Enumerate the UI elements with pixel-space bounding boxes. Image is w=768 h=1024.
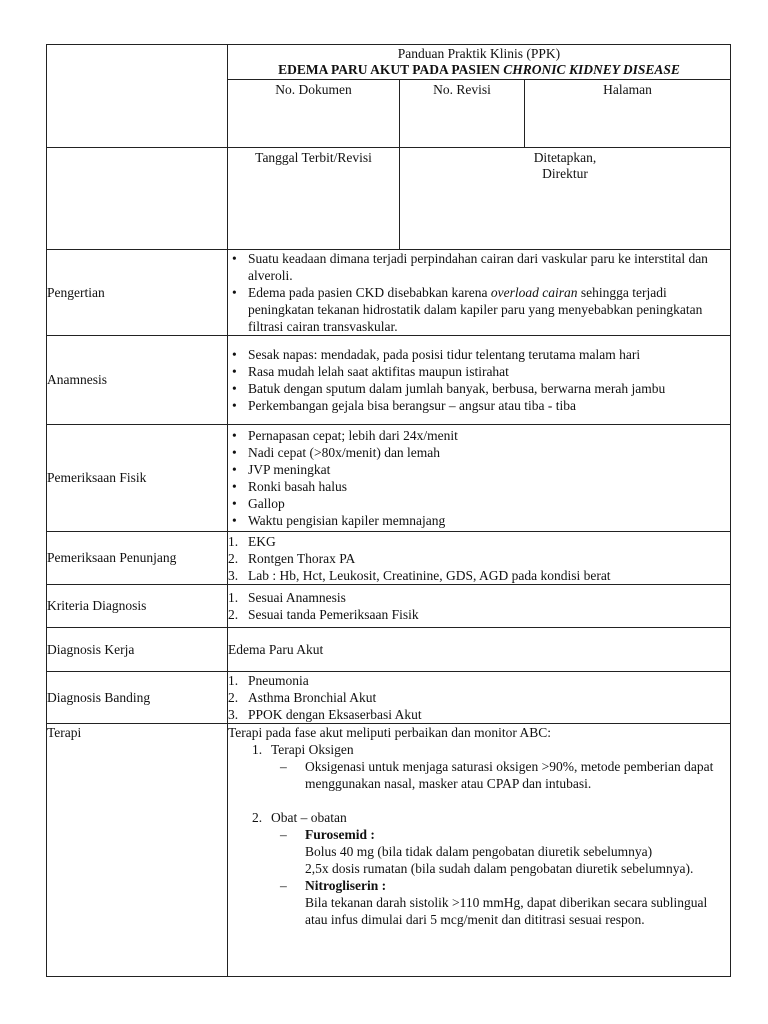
row-label-banding: Diagnosis Banding	[47, 672, 228, 724]
document-page	[46, 44, 730, 977]
halaman-cell: Halaman	[603, 82, 652, 97]
terapi-number: 2.	[252, 810, 263, 825]
ditetapkan-label: Ditetapkan,	[533, 150, 597, 165]
anamnesis-list	[228, 346, 730, 414]
drug-name: Nitrogliserin :	[305, 878, 387, 893]
row-label-terapi: Terapi	[47, 724, 228, 977]
terapi-number: 1.	[252, 742, 263, 757]
list-item-text: Edema pada pasien CKD disebabkan karena	[248, 285, 491, 300]
drug-line: 2,5x dosis rumatan (bila sudah dalam pengobatan diuretik sebelumnya).	[305, 861, 694, 876]
list-item-text: Asthma Bronchial Akut	[248, 690, 377, 705]
ppk-table	[46, 44, 731, 977]
list-item: • Batuk dengan sputum dalam jumlah banyak, berbusa, berwarna merah jambu	[248, 380, 730, 397]
ditetapkan-cell	[400, 148, 730, 249]
list-item: • Rasa mudah lelah saat aktifitas maupun istirahat	[248, 363, 730, 380]
list-item: • Perkembangan gejala bisa berangsur – angsur atau tiba - tiba	[248, 397, 730, 414]
terapi-section-2	[228, 809, 730, 826]
header-subtitle: Panduan Praktik Klinis (PPK)	[397, 46, 561, 61]
list-item: 1. EKG	[228, 533, 276, 549]
terapi-item: – Oksigenasi untuk menjaga saturasi oksigen >90%, metode pemberian dapat menggunakan nasal, masker atau CPAP dan intubasi.	[280, 759, 714, 791]
kriteria-list	[228, 589, 730, 623]
list-item: 2. Asthma Bronchial Akut	[228, 690, 377, 705]
pengertian-list	[228, 250, 730, 335]
terapi-section-1	[228, 741, 730, 758]
list-item: 2. Rontgen Thorax PA	[228, 550, 356, 566]
diagnosis-kerja-value: Edema Paru Akut	[228, 628, 731, 672]
no-dokumen-cell: No. Dokumen	[228, 80, 400, 147]
row-label-kerja: Diagnosis Kerja	[47, 628, 228, 672]
penunjang-list	[228, 533, 730, 584]
page-title	[228, 62, 730, 78]
fisik-list	[228, 427, 730, 529]
list-item: 3. Lab : Hb, Hct, Leukosit, Creatinine, GDS, AGD pada kondisi berat	[228, 567, 611, 583]
direktur-label: Direktur	[542, 166, 588, 181]
list-item: 1. Sesuai Anamnesis	[228, 590, 346, 605]
drug-item-nitrogliserin: – Nitrogliserin : Bila tekanan darah sistolik >110 mmHg, dapat diberikan secara sublingual atau infus dimulai dari 5 mcg/menit dan dititrasi sesuai respon.	[228, 877, 730, 928]
list-item: 3. PPOK dengan Eksaserbasi Akut	[228, 707, 422, 722]
list-item: • Gallop	[248, 495, 730, 512]
header-title-block	[228, 45, 730, 80]
terapi-item-text: Oksigenasi untuk menjaga saturasi oksigen >90%, metode pemberian dapat menggunakan nasal, masker atau CPAP dan intubasi.	[305, 759, 714, 791]
list-item: 1. Pneumonia	[228, 673, 309, 688]
row-label-kriteria: Kriteria Diagnosis	[47, 585, 228, 628]
list-item-text: Pneumonia	[248, 673, 309, 688]
list-item: • Nadi cepat (>80x/menit) dan lemah	[248, 444, 730, 461]
list-item: 2. Sesuai tanda Pemeriksaan Fisik	[228, 607, 419, 622]
list-item-text: PPOK dengan Eksaserbasi Akut	[248, 707, 422, 722]
list-item-text: Lab : Hb, Hct, Leukosit, Creatinine, GDS, AGD pada kondisi berat	[248, 567, 611, 583]
drug-item-furosemid: – Furosemid : Bolus 40 mg (bila tidak dalam pengobatan diuretik sebelumnya) 2,5x dosis rumatan (bila sudah dalam pengobatan diuretik sebelumnya).	[228, 826, 730, 877]
terapi-section-title: Obat – obatan	[271, 810, 347, 825]
row-label-fisik: Pemeriksaan Fisik	[47, 425, 228, 532]
terapi-section-title: Terapi Oksigen	[271, 742, 354, 757]
drug-name: Furosemid :	[305, 827, 375, 842]
row-label-anamnesis: Anamnesis	[47, 336, 228, 425]
banding-list	[228, 672, 730, 723]
tanggal-terbit-cell: Tanggal Terbit/Revisi	[228, 148, 400, 249]
list-item: • Pernapasan cepat; lebih dari 24x/menit	[248, 427, 730, 444]
title-italic: CHRONIC KIDNEY DISEASE	[503, 62, 680, 77]
row-label-penunjang: Pemeriksaan Penunjang	[47, 532, 228, 585]
drug-line: Bolus 40 mg (bila tidak dalam pengobatan diuretik sebelumnya)	[305, 844, 653, 859]
logo-cell	[47, 45, 228, 148]
list-item: • Waktu pengisian kapiler memnajang	[248, 512, 730, 529]
list-item-text: Sesuai tanda Pemeriksaan Fisik	[248, 607, 419, 622]
title-normal: EDEMA PARU AKUT PADA PASIEN	[278, 62, 504, 77]
list-item-text: Rontgen Thorax PA	[248, 550, 356, 566]
list-item: • Sesak napas: mendadak, pada posisi tidur telentang terutama malam hari	[248, 346, 730, 363]
list-item	[248, 284, 730, 335]
row-label-pengertian: Pengertian	[47, 250, 228, 336]
list-item-text: EKG	[248, 533, 276, 549]
terapi-intro: Terapi pada fase akut meliputi perbaikan dan monitor ABC:	[228, 725, 551, 740]
list-item: • Ronki basah halus	[248, 478, 730, 495]
list-item-text: Sesuai Anamnesis	[248, 590, 346, 605]
list-item: • Suatu keadaan dimana terjadi perpindahan cairan dari vaskular paru ke interstital dan alveroli.	[248, 250, 730, 284]
list-item-text: sehingga terjadi peningkatan tekanan hidrostatik dalam kapiler paru yang menyebabkan peningkatan filtrasi cairan transvaskular.	[248, 285, 703, 334]
empty-left-cell	[47, 148, 228, 250]
list-item-italic: overload cairan	[490, 285, 578, 300]
no-revisi-cell: No. Revisi	[400, 80, 525, 147]
list-item: • JVP meningkat	[248, 461, 730, 478]
drug-line: Bila tekanan darah sistolik >110 mmHg, dapat diberikan secara sublingual atau infus dimulai dari 5 mcg/menit dan dititrasi sesuai respon.	[305, 895, 708, 927]
